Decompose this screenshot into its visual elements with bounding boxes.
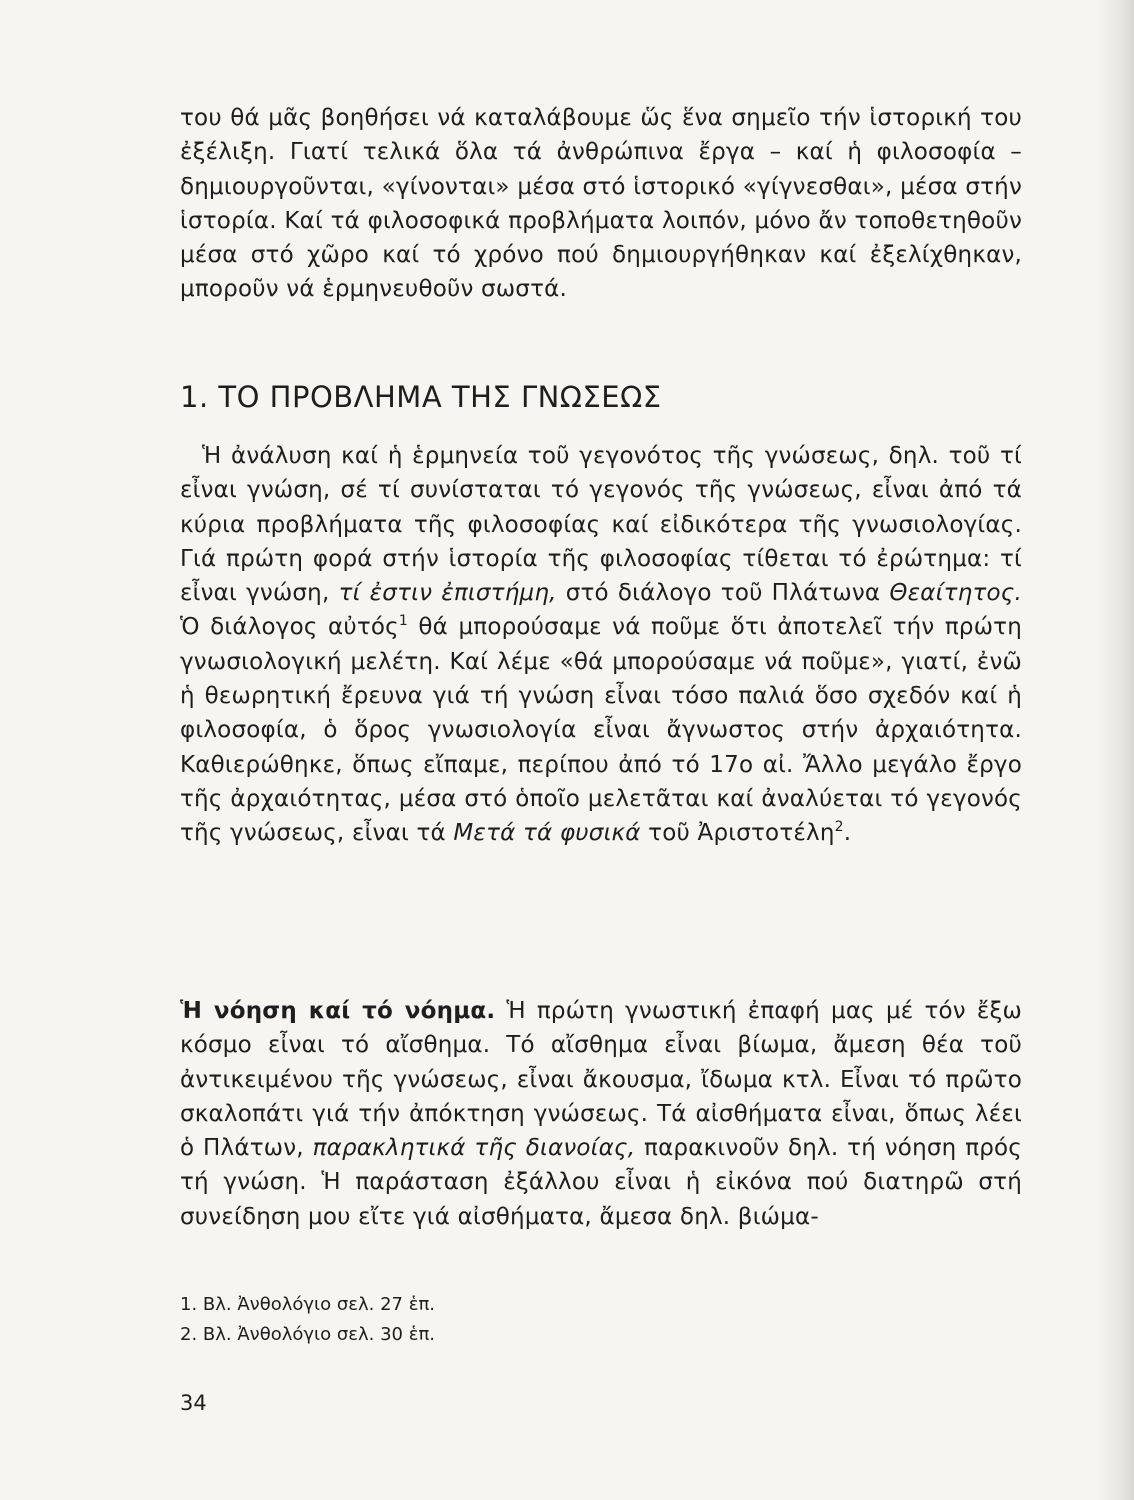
text-run: θά μπορούσαμε νά ποῦμε ὅτι ἀποτελεῖ τήν πρώτη γνωσιολογική μελέτη. Καί λέμε «θά μπορούσαμε νά ποῦμε», γιατί, ἐνῶ ἡ θεωρητική ἔρευνα γιά τή γνώση εἶναι τόσο παλιά ὅσο σχεδόν καί ἡ φιλοσοφία, ὁ ὅρος γνωσιολογία εἶναι ἄγνωστος στήν ἀρχαιότητα. Καθιερώθηκε, ὅπως εἴπαμε, περίπου ἀπό τό 17ο αἰ. Ἄλλο μεγάλο ἔργο τῆς ἀρχαιότητας, μέσα στό ὁποῖο μελετᾶται καί ἀναλύεται τό γεγονός τῆς γνώσεως, εἶναι τά <box>180 614 1022 847</box>
footnote-1: 1. Βλ. Ἀνθολόγιο σελ. 27 ἑπ. <box>180 1294 436 1315</box>
text-run: στό διάλογο τοῦ Πλάτωνα <box>556 580 890 607</box>
footnote-ref-1[interactable]: 1 <box>398 613 408 630</box>
section-heading: 1. ΤΟ ΠΡΟΒΛΗΜΑ ΤΗΣ ΓΝΩΣΕΩΣ <box>180 380 662 414</box>
text-run: Ἡ πρώτη γνωστική ἐπαφή μας μέ τόν ἔξω κόσμο εἶναι τό αἴσθημα. Τό αἴσθημα εἶναι βίωμα, ἄμεση θέα τοῦ ἀντικειμένου τῆς γνώσεως, εἶναι ἄκουσμα, ἴδωμα κτλ. Εἶναι τό πρῶτο σκαλοπάτι γιά τήν ἀπόκτηση γνώσεως. Τά αἰσθήματα εἶναι, ὅπως λέει ὁ Πλάτων, <box>180 998 1023 1162</box>
text-run: τοῦ Ἀριστοτέλη <box>640 820 835 847</box>
text-run: Ἡ ἀνάλυση καί ἡ ἑρμηνεία τοῦ γεγονότος τῆς γνώσεως, δηλ. τοῦ τί εἶναι γνώση, σέ τί συνίσταται τό γεγονός τῆς γνώσεως, εἶναι ἀπό τά κύρια προβλήματα τῆς φιλοσοφίας καί εἰδικότερα τῆς γνωσιολογίας. Γιά πρώτη φορά στήν ἱστορία τῆς φιλοσοφίας τίθεται τό ἐρώτημα: τί εἶναι γνώση, <box>180 443 1022 607</box>
knowledge-text <box>180 439 1022 851</box>
intro-text: του θά μᾶς βοηθήσει νά καταλάβουμε ὥς ἕνα σημεῖο τήν ἱστορική του ἐξέλιξη. Γιατί τελικά ὅλα τά ἀνθρώπινα ἔργα – καί ἡ φιλοσοφία – δημιουργοῦνται, «γίνονται» μέσα στό ἱστορικό «γίγνεσθαι», μέσα στήν ἱστορία. Καί τά φιλοσοφικά προβλήματα λοιπόν, μόνο ἄν τοποθετηθοῦν μέσα στό χῶρο καί τό χρόνο πού δημιουργήθηκαν καί ἐξελίχθηκαν, μποροῦν νά ἑρμηνευθοῦν σωστά. <box>180 105 1022 303</box>
footnotes <box>180 1290 1022 1350</box>
footnote-ref-2[interactable]: 2 <box>834 819 844 836</box>
text-run: Ὁ διάλογος αὐτός <box>180 614 399 641</box>
italic-quote: παρακλητικά τῆς διανοίας, <box>312 1135 636 1162</box>
footnote-2: 2. Βλ. Ἀνθολόγιο σελ. 30 ἑπ. <box>180 1324 436 1345</box>
italic-quote: τί ἐστιν ἐπιστήμη, <box>338 580 557 607</box>
page-number: 34 <box>180 1391 207 1415</box>
knowledge-paragraph <box>180 439 1022 851</box>
noesis-paragraph <box>180 994 1022 1234</box>
page-edge-shadow <box>1096 0 1134 1500</box>
italic-title-metaphysics: Μετά τά φυσικά <box>453 820 641 847</box>
text-run: . <box>843 820 852 847</box>
text-run: παρακινοῦν δηλ. τή νόηση πρός τή γνώση. Ἡ παράσταση ἐξάλλου εἶναι ἡ εἰκόνα πού διατηρῶ στή συνείδηση μου εἴτε γιά αἰσθήματα, ἄμεσα δηλ. βιώμα- <box>180 1135 1023 1230</box>
run-in-heading: Ἡ νόηση καί τό νόημα. <box>180 998 496 1024</box>
noesis-text <box>180 994 1022 1234</box>
intro-paragraph <box>180 101 1022 307</box>
italic-title-theaetetus: Θεαίτητος. <box>889 580 1022 607</box>
